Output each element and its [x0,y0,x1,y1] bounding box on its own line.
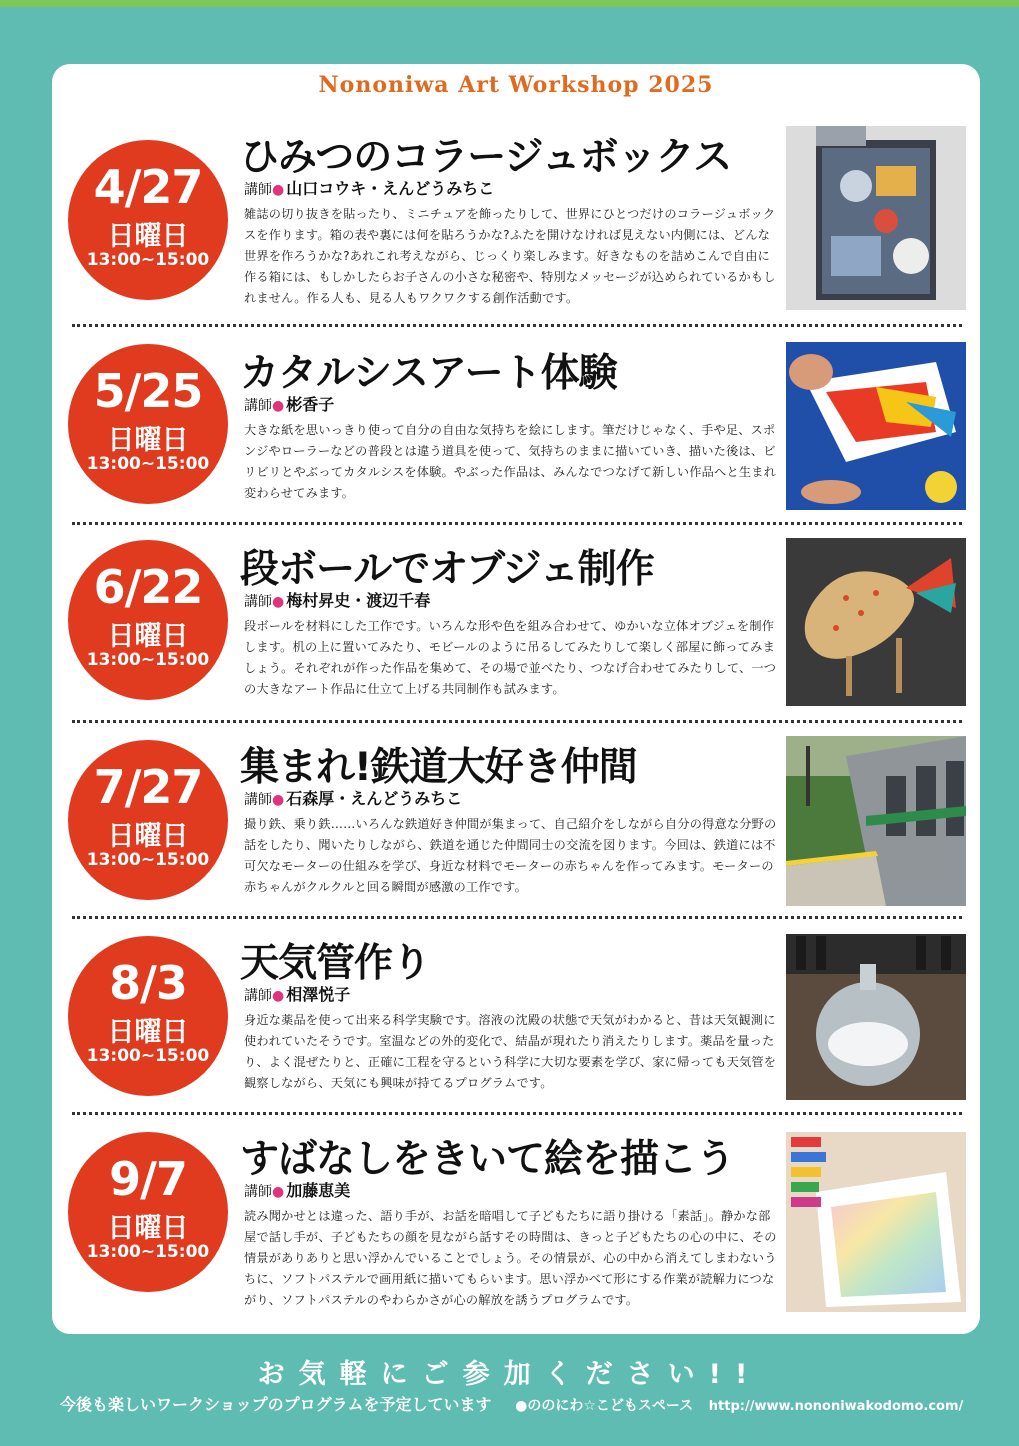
organization-name: ●ののにわ☆こどもスペース [515,1398,694,1414]
event-time: 13:00~15:00 [86,454,210,474]
date-badge [68,1132,228,1292]
event-date: 4/27 [93,160,203,214]
event-title: 段ボールでオブジェ制作 [240,547,654,592]
event-instructor [244,588,430,611]
event-date: 9/7 [109,1152,187,1206]
event-weekday: 日曜日 [107,621,189,652]
event-time: 13:00~15:00 [86,1046,210,1066]
instructor-label: 講師 [244,594,272,610]
instructor-name: 梅村昇史・渡辺千春 [286,591,431,610]
event-item [52,538,980,728]
event-date: 6/22 [93,560,203,614]
divider [72,324,962,327]
event-time: 13:00~15:00 [86,850,210,870]
divider [72,522,962,525]
date-badge [68,140,228,300]
painting-photo [786,342,966,510]
event-instructor [244,176,494,199]
event-weekday: 日曜日 [107,425,189,456]
event-date: 8/3 [109,956,187,1010]
instructor-label: 講師 [244,182,272,198]
event-time: 13:00~15:00 [86,1242,210,1262]
event-description: 撮り鉄、乗り鉄……いろんな鉄道好き仲間が集まって、自己紹介をしながら自分の得意な分野の話をしたり、聞いたりしながら、鉄道を通じた仲間同士の交流を図ります。今回は、鉄道には不可欠なモーターの仕組みを学び、身近な材料でモーターの赤ちゃんを作ってみます。モーターの赤ちゃんがクルクルと回る瞬間が感激の工作です。 [244,817,777,894]
event-description: 段ボールを材料にした工作です。いろんな形や色を組み合わせて、ゆかいな立体オブジェを制作します。机の上に置いてみたり、モビールのように吊るしてみたりして楽しく部屋に飾ってみましょう。それぞれが作った作品を集めて、その場で並べたり、つなげ合わせてみたりして、一つの大きなアート作品に仕立て上げる共同制作も試みます。 [244,619,777,696]
event-weekday: 日曜日 [107,1213,189,1244]
event-title: すばなしをきいて絵を描こう [240,1137,735,1182]
instructor-name: 石森厚・えんどうみちこ [286,789,463,808]
date-badge [68,936,228,1096]
event-item [52,932,980,1122]
bullet-icon: ● [272,792,285,808]
bullet-icon: ● [272,1184,285,1200]
event-instructor [244,786,462,809]
event-item [52,1128,980,1328]
cardboard-object-photo [786,538,966,706]
instructor-label: 講師 [244,1184,272,1200]
instructor-name: 加藤恵美 [286,1181,351,1200]
event-title: 集まれ!鉄道大好き仲間 [240,745,637,790]
bullet-icon: ● [272,398,285,414]
divider [72,1112,962,1115]
event-weekday: 日曜日 [107,221,189,252]
top-accent-bar [0,0,1019,7]
instructor-name: 彬香子 [286,395,335,414]
train-photo [786,736,966,906]
event-item [52,736,980,926]
storm-glass-photo [786,934,966,1100]
bullet-icon: ● [272,988,285,1004]
event-instructor [244,1178,350,1201]
divider [72,720,962,723]
event-weekday: 日曜日 [107,1017,189,1048]
divider [72,916,962,919]
bullet-icon: ● [272,182,285,198]
website-link[interactable]: http://www.nononiwakodomo.com/ [708,1399,964,1414]
instructor-name: 山口コウキ・えんどうみちこ [286,179,495,198]
event-time: 13:00~15:00 [86,250,210,270]
workshop-card [52,64,980,1334]
instructor-label: 講師 [244,988,272,1004]
date-badge [68,740,228,900]
event-title: ひみつのコラージュボックス [240,135,732,180]
bullet-icon: ● [272,594,285,610]
event-time: 13:00~15:00 [86,650,210,670]
date-badge [68,540,228,700]
footer-info [60,1392,990,1415]
event-date: 7/27 [93,760,203,814]
event-description: 大きな紙を思いっきり使って自分の自由な気持ちを絵にします。筆だけじゃなく、手や足、スポンジやローラーなどの普段とは違う道具を使って、気持ちのままに描いていき、描いた後は、ビリビリとやぶってカタルシスを体験。やぶった作品は、みんなでつなげて新しい作品へと生まれ変わらせてみます。 [244,423,776,500]
collage-box-photo [786,126,966,310]
call-to-action: お気軽にご参加ください!! [257,1359,762,1390]
event-weekday: 日曜日 [107,821,189,852]
event-title: 天気管作り [240,941,431,986]
instructor-label: 講師 [244,398,272,414]
pastel-drawing-photo [786,1132,966,1312]
event-date: 5/25 [93,364,203,418]
instructor-label: 講師 [244,792,272,808]
page-title: Nononiwa Art Workshop 2025 [318,72,714,98]
event-title: カタルシスアート体験 [240,351,617,396]
event-description: 身近な薬品を使って出来る科学実験です。溶液の沈殿の状態で天気がわかると、昔は天気観測に使われていたそうです。室温などの外的変化で、結晶が現れたり消えたりします。薬品を量ったり、よく混ぜたりと、正確に工程を守るという科学に大切な要素を学び、家に帰っても天気管を観察しながら、天気にも興味が持てるプログラムです。 [244,1013,777,1090]
event-description: 雑誌の切り抜きを貼ったり、ミニチュアを飾ったりして、世界にひとつだけのコラージュボックスを作ります。箱の表や裏には何を貼ろうかな?ふたを開けなければ見えない内側には、どんな世界を作ろうかな?あれこれ考えながら、じっくり楽しみます。好きなものを詰めこんで自由に作る箱には、もしかしたらお子さんの小さな秘密や、特別なメッセージが込められているかもしれません。作る人も、見る人もワクワクする創作活動です。 [244,207,776,305]
event-item [52,342,980,532]
event-description: 読み聞かせとは違った、語り手が、お話を暗唱して子どもたちに語り掛ける「素話」。静かな部屋で話し手が、子どもたちの顔を見ながら話すその時間は、きっと子どもたちの心の中に、その情景がありありと思い浮かんでいることでしょう。その情景が、心の中から消えてしまわないうちに、ソフトパステルで画用紙に描いてもらいます。思い浮かべて形にする作業が読解力につながり、ソフトパステルのやわらかさが心の解放を誘うプログラムです。 [244,1209,777,1307]
instructor-name: 相澤悦子 [286,985,351,1004]
event-instructor [244,982,350,1005]
footer-note: 今後も楽しいワークショップのプログラムを予定しています [60,1395,492,1414]
date-badge [68,344,228,504]
event-instructor [244,392,334,415]
